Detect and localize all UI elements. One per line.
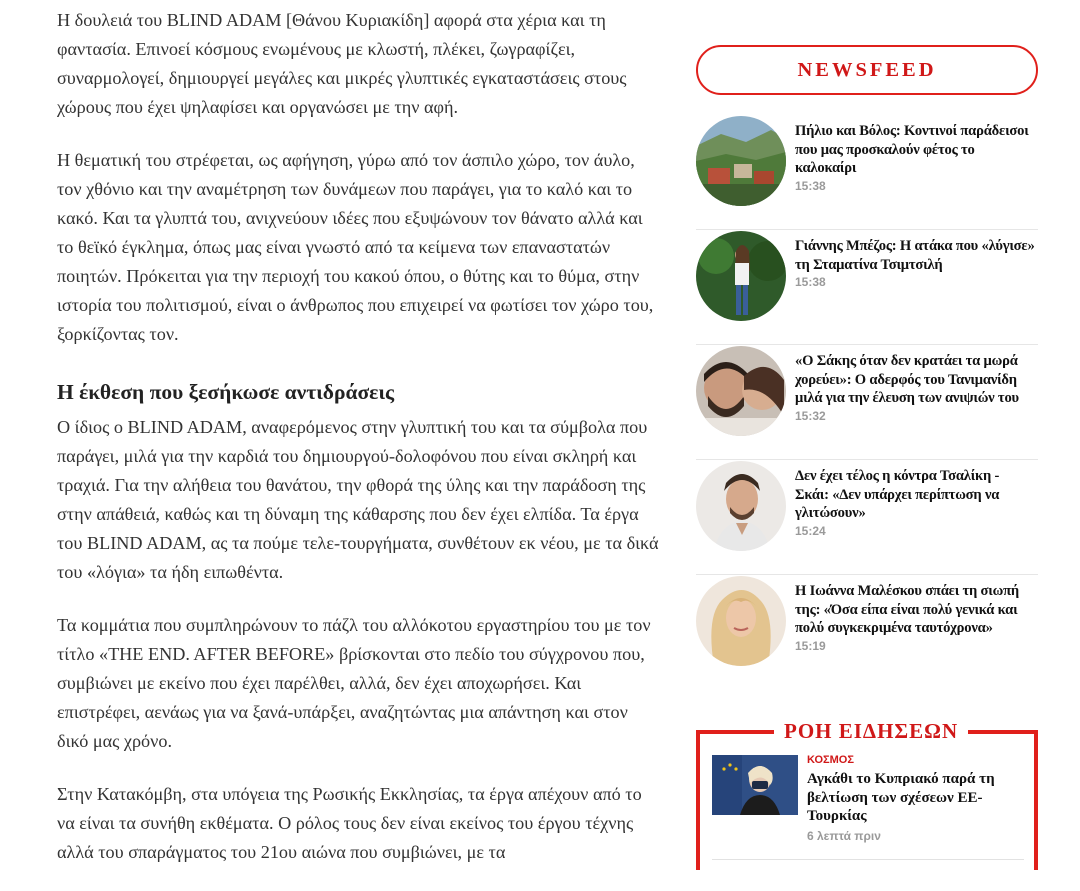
newsfeed-thumbnail[interactable] — [696, 576, 786, 666]
newsfeed-thumbnail[interactable] — [696, 231, 786, 321]
newsfeed-item[interactable] — [696, 230, 1038, 345]
newsfeed-headline[interactable]: Η Ιωάννα Μαλέσκου σπάει τη σιωπή της: «Όσα είπα είναι πολύ γενικά και πολύ συγκεκριμένα ταυτόχρονα» — [795, 583, 1019, 636]
news-stream-item[interactable] — [712, 755, 1032, 843]
news-stream-time: 6 λεπτά πριν — [807, 828, 881, 843]
newsfeed-title[interactable]: NEWSFEED — [696, 45, 1038, 95]
divider — [712, 859, 1024, 860]
article-paragraph: Η δουλειά του BLIND ADAM [Θάνου Κυριακίδη] αφορά στα χέρια και τη φαντασία. Επινοεί κόσμους ενωμένους με κλωστή, πλέκει, ζωγραφίζει, συναρμολογεί, δημιουργεί μεγάλες και μικρές γλυπτικές εγκαταστάσεις στους χώρους που έχει ψηλαφίσει και οργανώσει με την αφή. — [57, 10, 627, 117]
newsfeed-headline[interactable]: «Ο Σάκης όταν δεν κρατάει τα μωρά χορεύει»: Ο αδερφός του Τανιμανίδη μιλά για την έλευση των ανιψιών του — [795, 353, 1019, 406]
newsfeed-headline[interactable]: Πήλιο και Βόλος: Κοντινοί παράδεισοι που μας προσκαλούν φέτος το καλοκαίρι — [795, 123, 1029, 176]
sidebar — [696, 45, 1038, 690]
newsfeed-time: 15:19 — [795, 638, 826, 653]
newsfeed-thumbnail[interactable] — [696, 461, 786, 551]
newsfeed-time: 15:32 — [795, 408, 826, 423]
news-stream-thumbnail[interactable] — [712, 755, 798, 815]
newsfeed-thumbnail[interactable] — [696, 116, 786, 206]
article-paragraph: Στην Κατακόμβη, στα υπόγεια της Ρωσικής Εκκλησίας, τα έργα απέχουν από το να είναι τα συνήθη εκθέματα. Ο ρόλος τους δεν είναι εκείνος του έργου τέχνης αλλά του σπαράγματος του 21ου αιώνα που συμβιώνει, με τα — [57, 784, 642, 862]
newsfeed-time: 15:38 — [795, 275, 826, 289]
news-stream-category[interactable]: ΚΟΣΜΟΣ — [807, 754, 854, 766]
newsfeed-item[interactable] — [696, 575, 1038, 690]
article-paragraph: Τα κομμάτια που συμπληρώνουν το πάζλ του αλλόκοτου εργαστηρίου του με τον τίτλο «THE END. AFTER BEFORE» βρίσκονται στο πεδίο του σύγχρονου που, συμβιώνει με εκείνο που έχει παρέλθει, αλλά, δεν έχει αποχωρήσει. Και επιστρέφει, αενάως για να ξανά-υπάρξει, αναζητώντας μια απάντηση και στον δικό μας χρόνο. — [57, 615, 651, 751]
newsfeed-item[interactable] — [696, 345, 1038, 460]
newsfeed-time: 15:38 — [795, 178, 826, 193]
newsfeed-item[interactable] — [696, 460, 1038, 575]
news-stream-headline[interactable]: Αγκάθι το Κυπριακό παρά τη βελτίωση των σχέσεων ΕΕ-Τουρκίας — [807, 771, 995, 824]
newsfeed-time: 15:24 — [795, 523, 826, 538]
article-paragraph: Ο ίδιος ο BLIND ADAM, αναφερόμενος στην γλυπτική του και τα σύμβολα που παράγει, μιλά για την καρδιά του δημιουργού-δολοφόνου που είναι σκληρή και τραχιά. Για την αλήθεια του θανάτου, την φθορά της ύλης και την παράδοση της στην απάθειά, καθώς και τη δύναμη της κάθαρσης που δεν έχει ελπίδα. Τα έργα του BLIND ADAM, ας τα πούμε τελε-τουργήματα, συνθέτουν εκ νέου, με τα δικά του «λόγια» τα ήδη ειπωθέντα. — [57, 417, 659, 582]
newsfeed-list — [696, 115, 1038, 690]
article-subheading: Η έκθεση που ξεσήκωσε αντιδράσεις — [57, 380, 395, 404]
news-stream-box — [696, 719, 1038, 870]
newsfeed-item[interactable] — [696, 115, 1038, 230]
newsfeed-headline[interactable]: Δεν έχει τέλος η κόντρα Τσαλίκη - Σκάι: «Δεν υπάρχει περίπτωση να γλιτώσουν» — [795, 468, 1000, 521]
article-paragraph: Η θεματική του στρέφεται, ως αφήγηση, γύρω από τον άσπιλο χώρο, τον άυλο, τον χθόνιο και την αναμέτρηση των δυνάμεων που παράγει, για το καλό και το κακό. Και τα γλυπτά του, ανιχνεύουν ιδέες που εξυψώνουν τον θάνατο αλλά και το θεϊκό έγκλημα, όπως μας είναι γνωστό από τα κείμενα των επαναστατών ποιητών. Πρόκειται για την περιοχή του κακού όπου, ο θύτης και το θύμα, στην ιστορία του πολιτισμού, είναι ο άνθρωπος που επιχειρεί να φωτίσει τον χώρο του, ξορκίζοντας τον. — [57, 150, 654, 344]
newsfeed-thumbnail[interactable] — [696, 346, 786, 436]
news-stream-title[interactable]: ΡΟΗ ΕΙΔΗΣΕΩΝ — [774, 717, 968, 745]
article-body — [57, 6, 662, 891]
newsfeed-headline[interactable]: Γιάννης Μπέζος: Η ατάκα που «λύγισε» τη Σταματίνα Τσιμτσιλή — [795, 238, 1035, 273]
